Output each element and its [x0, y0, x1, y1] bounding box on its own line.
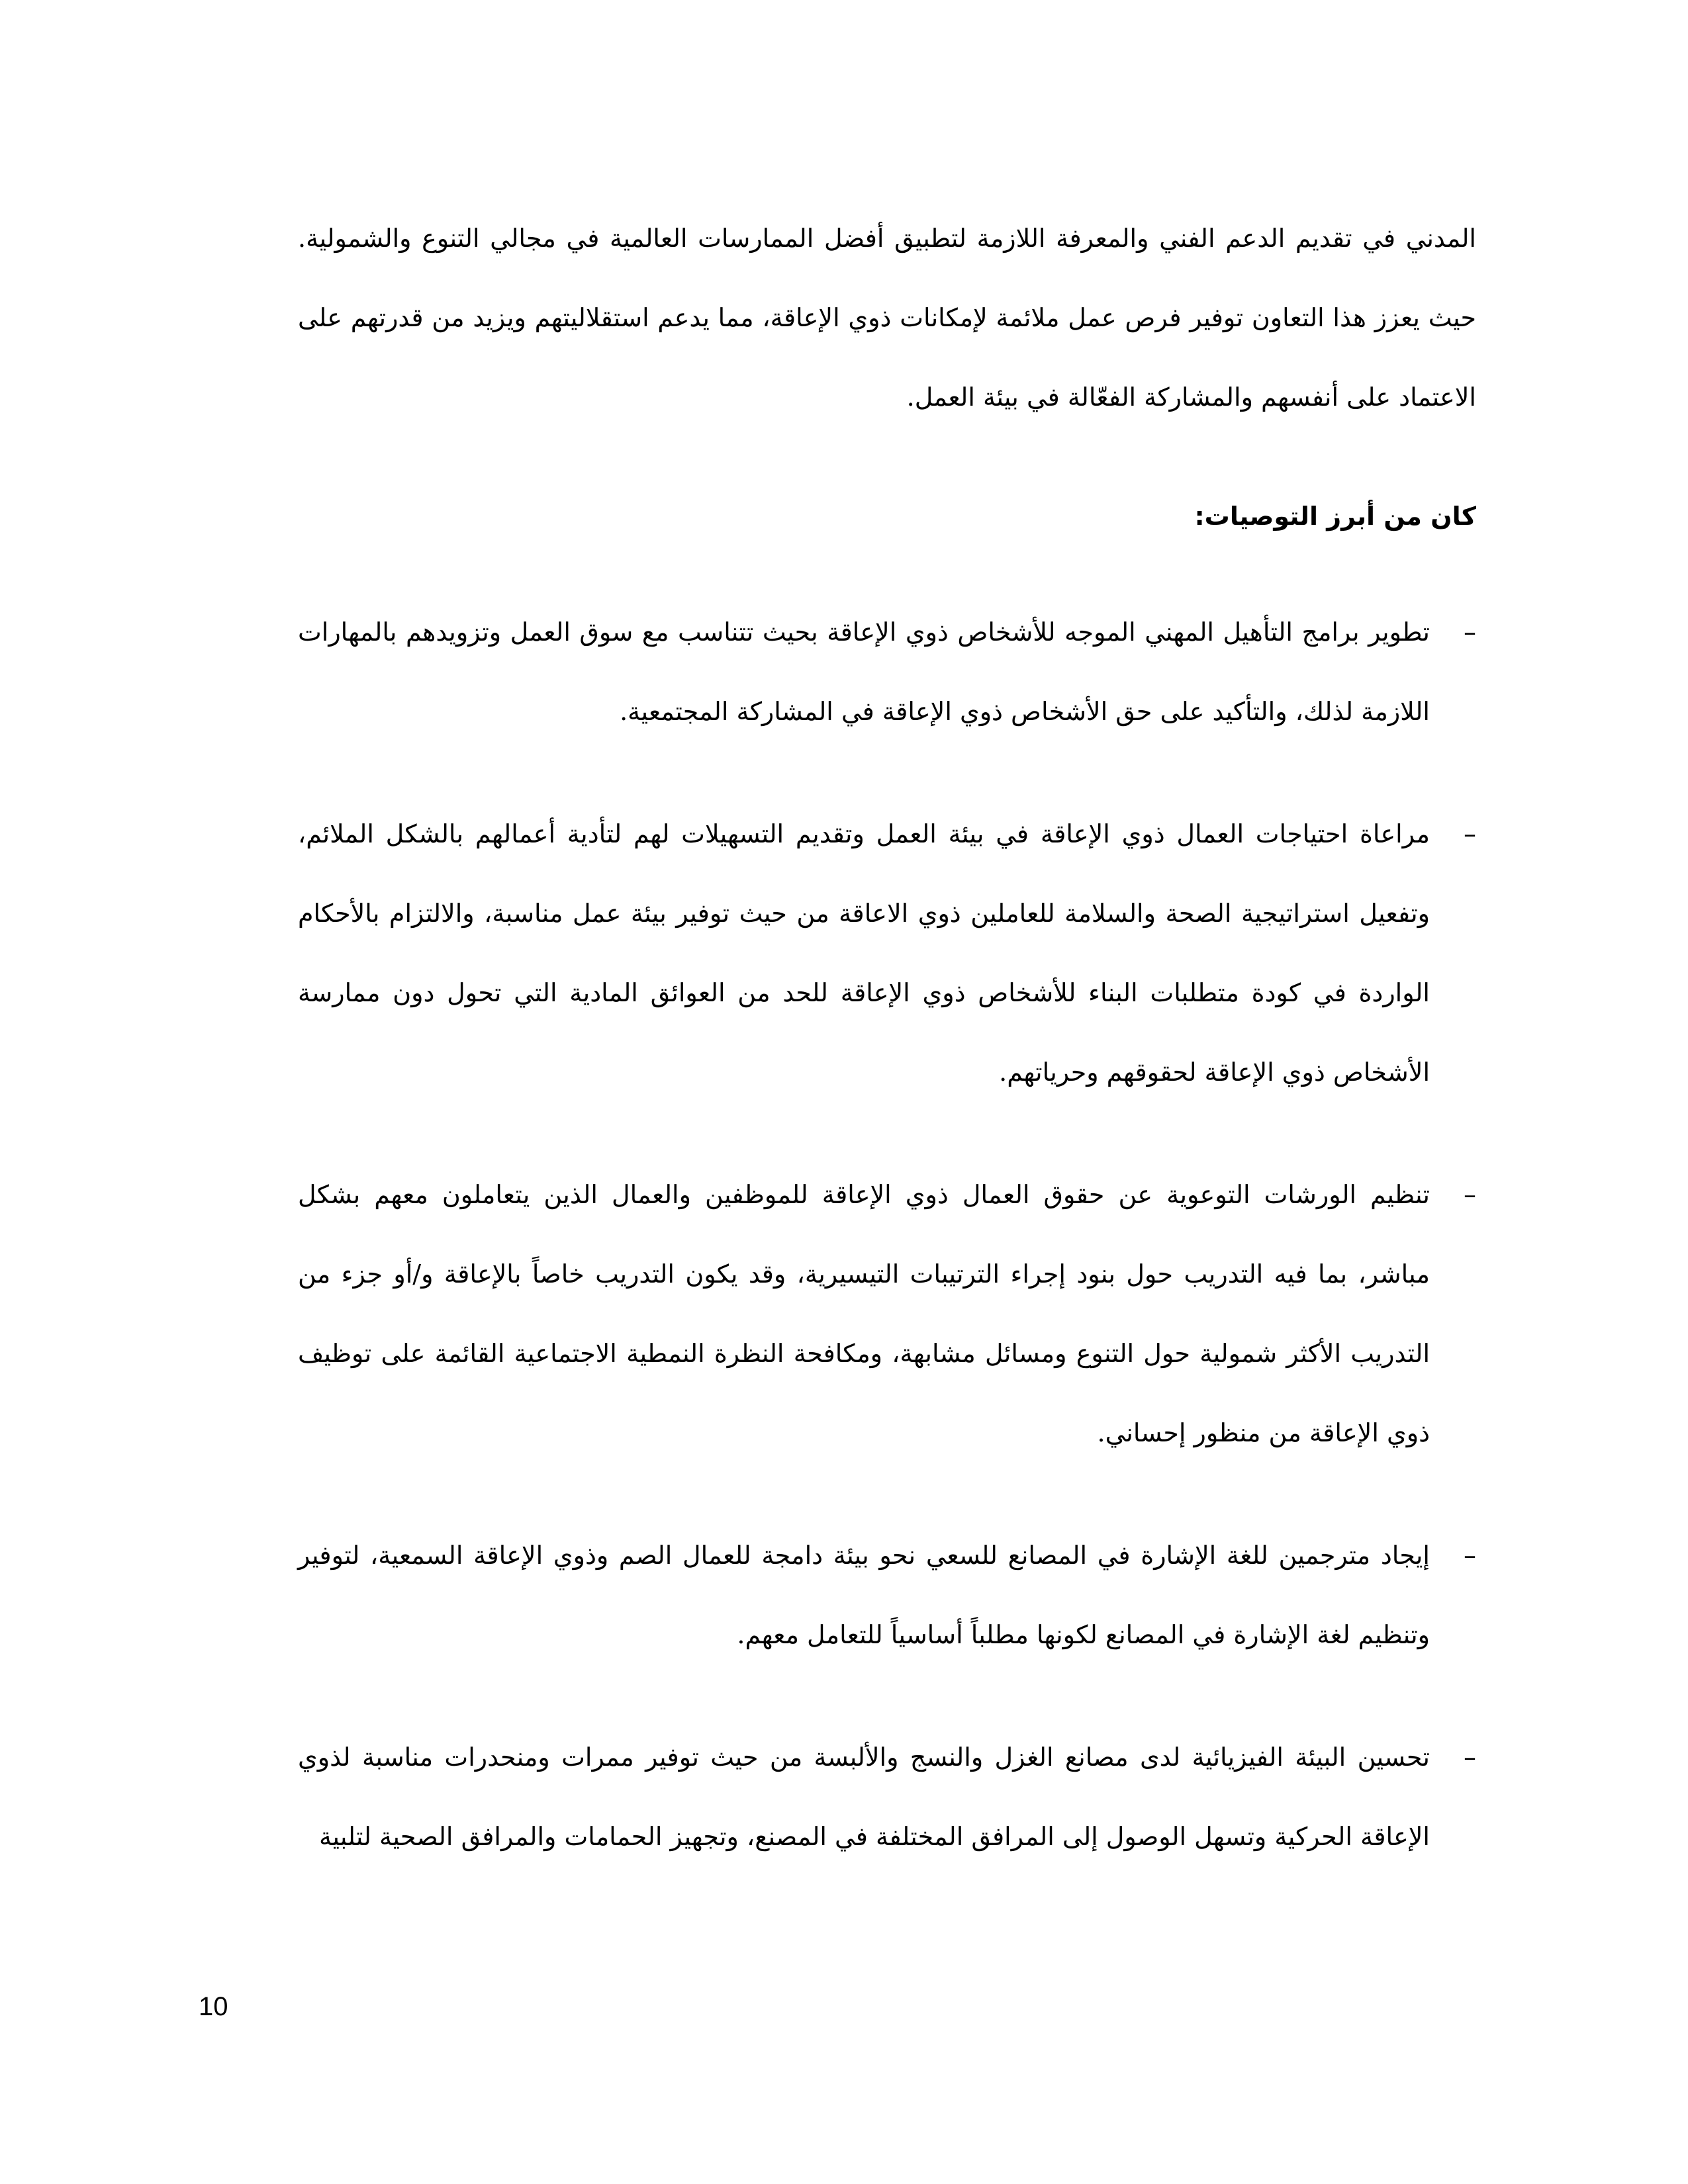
list-item [298, 1717, 1476, 1876]
list-item [298, 794, 1476, 1112]
recommendations-list [298, 592, 1476, 1876]
bullet-dash: – [1464, 819, 1476, 848]
recommendation-text: تطوير برامج التأهيل المهني الموجه للأشخاص ذوي الإعاقة بحيث تتناسب مع سوق العمل وتزويدهم بالمهارات اللازمة لذلك، والتأكيد على حق الأشخاص ذوي الإعاقة في المشاركة المجتمعية. [298, 617, 1430, 726]
intro-paragraph: المدني في تقديم الدعم الفني والمعرفة اللازمة لتطبيق أفضل الممارسات العالمية في مجالي التنوع والشمولية. حيث يعزز هذا التعاون توفير فرص عمل ملائمة لإمكانات ذوي الإعاقة، مما يدعم استقلاليتهم ويزيد من قدرتهم على الاعتماد على أنفسهم والمشاركة الفعّالة في بيئة العمل. [298, 224, 1476, 412]
recommendation-text: إيجاد مترجمين للغة الإشارة في المصانع للسعي نحو بيئة دامجة للعمال الصم وذوي الإعاقة السمعية، لتوفير وتنظيم لغة الإشارة في المصانع لكونها مطلباً أساسياً للتعامل معهم. [298, 1541, 1430, 1649]
bullet-dash: – [1464, 617, 1476, 647]
page-number: 10 [199, 1992, 228, 2021]
list-item [298, 1155, 1476, 1473]
bullet-dash: – [1464, 1743, 1476, 1772]
recommendation-text: تنظيم الورشات التوعوية عن حقوق العمال ذوي الإعاقة للموظفين والعمال الذين يتعاملون معهم بشكل مباشر، بما فيه التدريب حول بنود إجراء الترتيبات التيسيرية، وقد يكون التدريب خاصاً بالإعاقة و/أو جزء من التدريب الأكثر شمولية حول التنوع ومسائل مشابهة، ومكافحة النظرة النمطية الاجتماعية القائمة على توظيف ذوي الإعاقة من منظور إحساني. [298, 1180, 1430, 1447]
bullet-dash: – [1464, 1541, 1476, 1570]
recommendation-text: تحسين البيئة الفيزيائية لدى مصانع الغزل والنسج والألبسة من حيث توفير ممرات ومنحدرات مناسبة لذوي الإعاقة الحركية وتسهل الوصول إلى المرافق المختلفة في المصنع، وتجهيز الحمامات والمرافق الصحية لتلبية [298, 1743, 1430, 1851]
recommendations-heading: كان من أبرز التوصيات: [1194, 502, 1476, 531]
list-item [298, 1516, 1476, 1674]
bullet-dash: – [1464, 1180, 1476, 1209]
recommendation-text: مراعاة احتياجات العمال ذوي الإعاقة في بيئة العمل وتقديم التسهيلات لهم لتأدية أعمالهم بالشكل الملائم، وتفعيل استراتيجية الصحة والسلامة للعاملين ذوي الاعاقة من حيث توفير بيئة عمل مناسبة، والالتزام بالأحكام الواردة في كودة متطلبات البناء للأشخاص ذوي الإعاقة للحد من العوائق المادية التي تحول دون ممارسة الأشخاص ذوي الإعاقة لحقوقهم وحرياتهم. [298, 819, 1430, 1087]
document-body [298, 199, 1476, 1919]
list-item [298, 592, 1476, 751]
